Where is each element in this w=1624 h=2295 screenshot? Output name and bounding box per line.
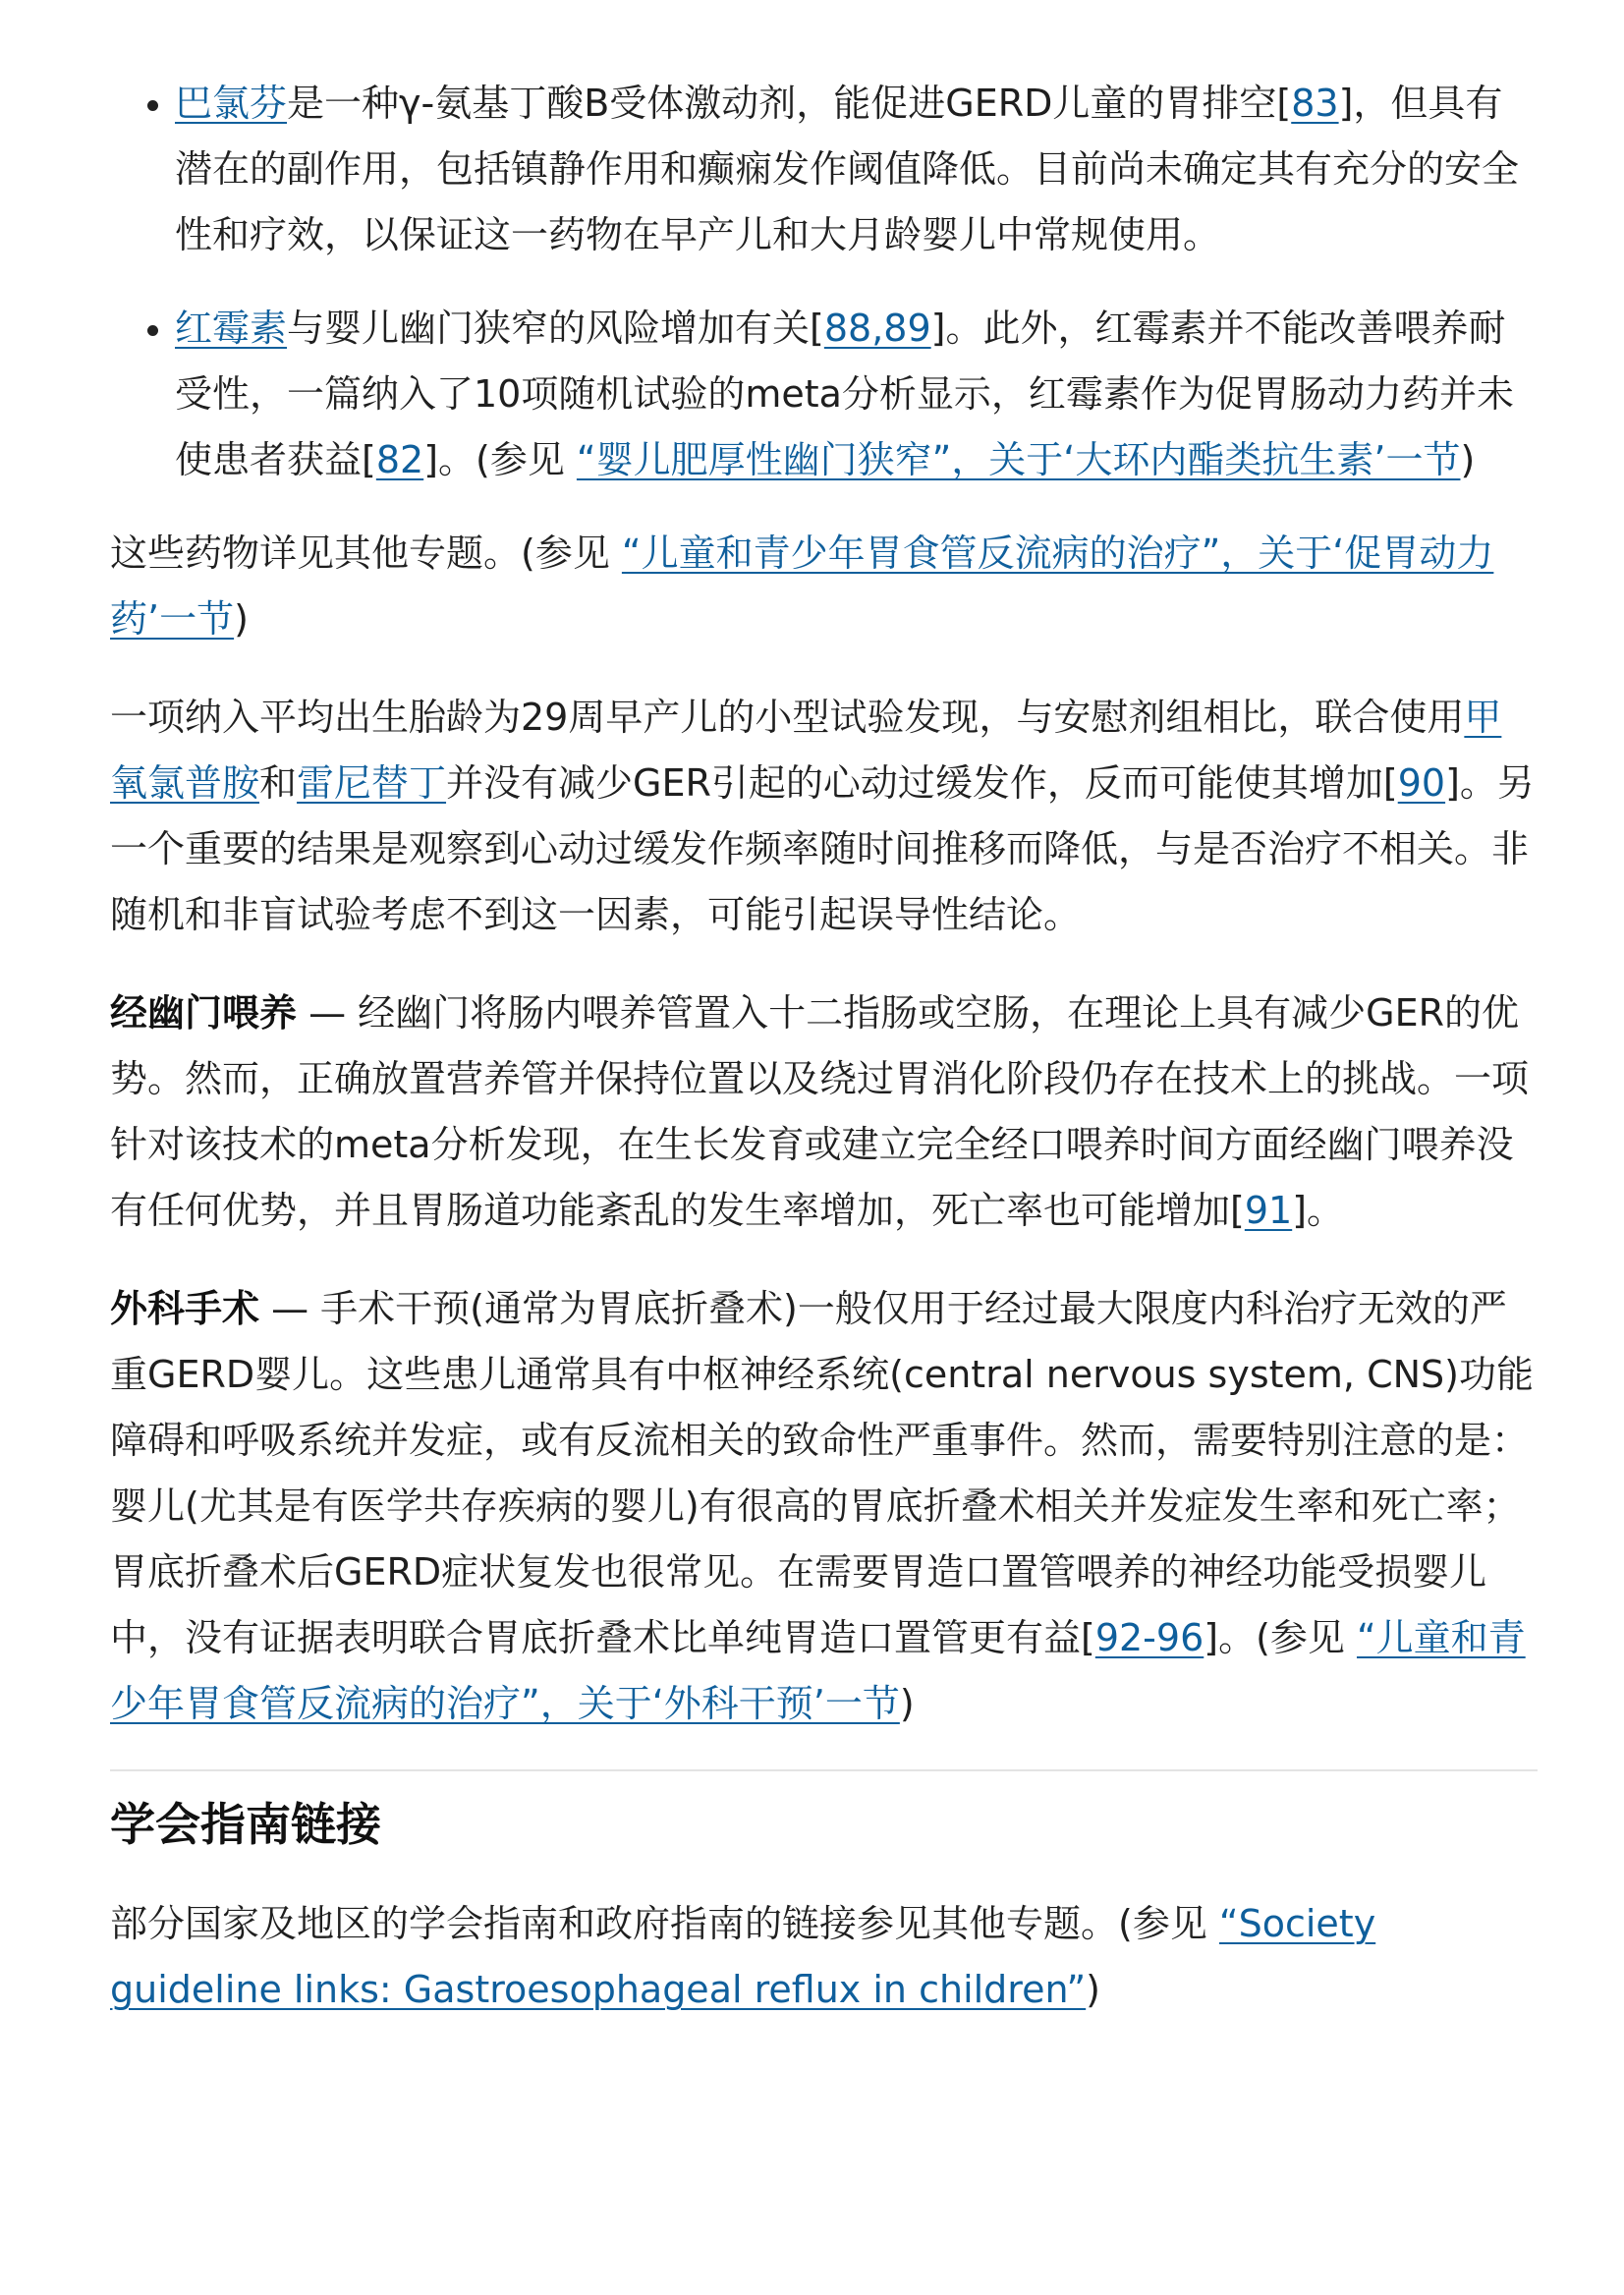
paragraph-text: 部分国家及地区的学会指南和政府指南的链接参见其他专题。(参见	[110, 1902, 1219, 1945]
section-heading-guidelines: 学会指南链接	[110, 1798, 381, 1851]
paragraph-text: 这些药物详见其他专题。(参见	[110, 532, 622, 575]
paragraph-text: 并没有减少GER引起的心动过缓发作，反而可能使其增加[	[446, 761, 1398, 805]
paragraph-text: 和	[259, 761, 298, 805]
drug-bullet-list	[110, 71, 1538, 493]
paragraph-guideline-links	[110, 1891, 1538, 2023]
metoclopramide-link[interactable]: 甲氧氯普胺	[110, 696, 1502, 805]
paragraph-text: — 手术干预(通常为胃底折叠术)一般仅用于经过最大限度内科治疗无效的严重GERD婴儿。这些患儿通常具有中枢神经系统(central nervous system, CNS)功能障碍和呼吸系统并发症，或有反流相关的致命性严重事件。然而，需要特别注意的是：婴儿(尤其是有医学共存疾病的婴儿)有很高的胃底折叠术相关并发症发生率和死亡率；胃底折叠术后GERD症状复发也很常见。在需要胃造口置管喂养的神经功能受损婴儿中，没有证据表明联合胃底折叠术比单纯胃造口置管更有益[	[110, 1287, 1534, 1659]
reference-link[interactable]: 88,89	[823, 307, 931, 350]
bullet-baclofen	[175, 71, 1538, 268]
ranitidine-link[interactable]: 雷尼替丁	[297, 761, 447, 805]
bullet-text: 是一种γ-氨基丁酸B受体激动剂，能促进GERD儿童的胃排空[	[287, 82, 1292, 125]
paragraph-transpyloric-feeding	[110, 980, 1538, 1244]
paragraph-lead-heading: 外科手术	[110, 1287, 260, 1330]
baclofen-link[interactable]: 巴氯芬	[175, 82, 288, 125]
paragraph-surgery	[110, 1276, 1538, 1737]
bullet-text: ]。(参见	[423, 438, 577, 481]
bullet-text: ]，但具有潜在的副作用，包括镇静作用和癫痫发作阈值降低。目前尚未确定其有充分的安全性和疗效，以保证这一药物在早产儿和大月龄婴儿中常规使用。	[175, 82, 1520, 256]
paragraph-text: ]。(参见	[1204, 1616, 1357, 1659]
section-divider	[110, 1769, 1538, 1771]
erythromycin-link[interactable]: 红霉素	[175, 307, 288, 350]
bullet-text: )	[1460, 438, 1476, 481]
paragraph-text: — 经幽门将肠内喂养管置入十二指肠或空肠，在理论上具有减少GER的优势。然而，正确放置营养管并保持位置以及绕过胃消化阶段仍存在技术上的挑战。一项针对该技术的meta分析发现，在生长发育或建立完全经口喂养时间方面经幽门喂养没有任何优势，并且胃肠道功能紊乱的发生率增加，死亡率也可能增加[	[110, 991, 1530, 1232]
reference-link[interactable]: 92-96	[1094, 1616, 1204, 1659]
paragraph-drugs-reference	[110, 521, 1538, 652]
paragraph-lead-heading: 经幽门喂养	[110, 991, 298, 1035]
paragraph-text: 一项纳入平均出生胎龄为29周早产儿的小型试验发现，与安慰剂组相比，联合使用	[110, 696, 1465, 739]
reference-link[interactable]: 91	[1244, 1189, 1293, 1232]
bullet-erythromycin	[175, 296, 1538, 493]
paragraph-preterm-trial	[110, 685, 1538, 948]
paragraph-text: )	[899, 1682, 915, 1725]
reference-link[interactable]: 83	[1291, 82, 1339, 125]
paragraph-text: ]。另一个重要的结果是观察到心动过缓发作频率随时间推移而降低，与是否治疗不相关。非随机和非盲试验考虑不到这一因素，可能引起误导性结论。	[110, 761, 1535, 936]
topic-link-surgical-intervention[interactable]: “儿童和青少年胃食管反流病的治疗”，关于‘外科干预’一节	[110, 1616, 1526, 1725]
reference-link[interactable]: 90	[1397, 761, 1446, 805]
topic-link-prokinetics[interactable]: “儿童和青少年胃食管反流病的治疗”，关于‘促胃动力药’一节	[110, 532, 1494, 641]
bullet-text: 与婴儿幽门狭窄的风险增加有关[	[287, 307, 824, 350]
paragraph-text: ]。	[1292, 1189, 1345, 1232]
bullet-text: ]。此外，红霉素并不能改善喂养耐受性，一篇纳入了10项随机试验的meta分析显示，红霉素作为促胃肠动力药并未使患者获益[	[175, 307, 1514, 481]
paragraph-text: )	[234, 597, 249, 641]
paragraph-text: )	[1086, 1968, 1100, 2011]
topic-link-society-guidelines[interactable]: “Society guideline links: Gastroesophageal reflux in children”	[110, 1902, 1376, 2011]
topic-link-pyloric-stenosis[interactable]: “婴儿肥厚性幽门狭窄”，关于‘大环内酯类抗生素’一节	[576, 438, 1461, 481]
reference-link[interactable]: 82	[375, 438, 424, 481]
